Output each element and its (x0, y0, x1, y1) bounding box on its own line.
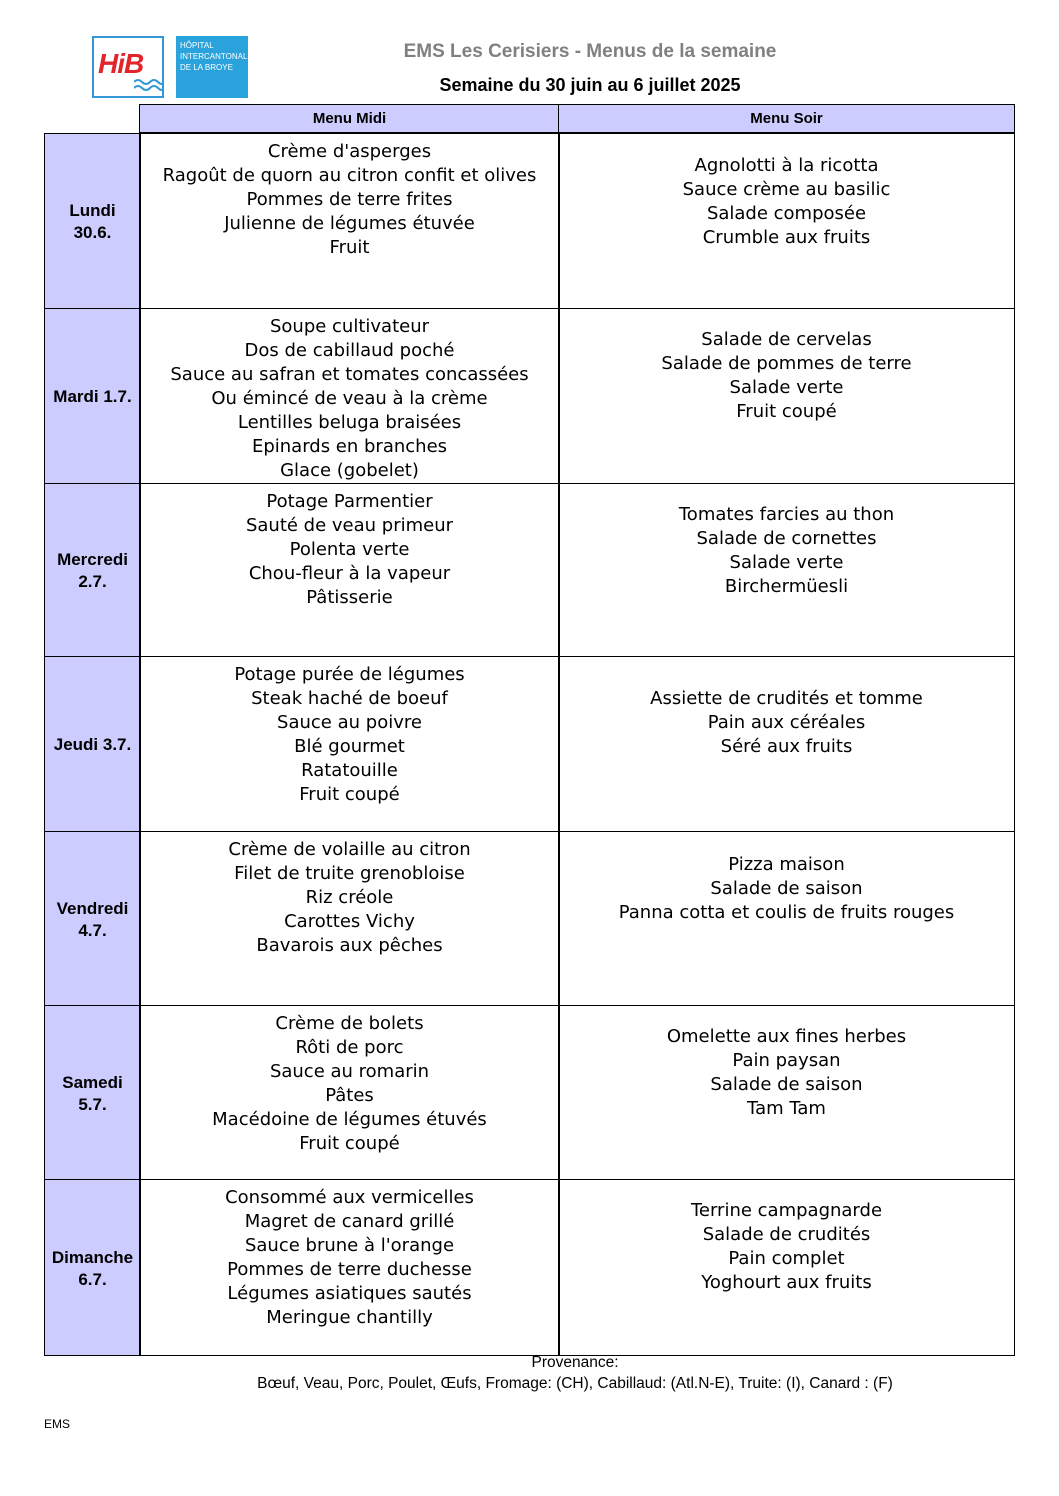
provenance-label: Provenance: (531, 1354, 619, 1371)
menu-row (44, 133, 1015, 309)
midi-cell (139, 1179, 560, 1356)
soir-menu-text: Terrine campagnarde Salade de crudités Pain complet Yoghourt aux fruits (690, 1200, 883, 1293)
soir-menu-text: Pizza maison Salade de saison Panna cotta et coulis de fruits rouges (618, 854, 955, 923)
wave-icon (134, 78, 164, 92)
midi-menu-text: Crème d'asperges Ragoût de quorn au citron confit et olives Pommes de terre frites Julienne de légumes étuvée Fruit (162, 141, 537, 258)
page-title: EMS Les Cerisiers - Menus de la semaine (403, 41, 777, 62)
soir-menu-text: Assiette de crudités et tomme Pain aux céréales Séré aux fruits (650, 688, 923, 757)
midi-menu-text: Consommé aux vermicelles Magret de canard grillé Sauce brune à l'orange Pommes de terre duchesse Légumes asiatiques sautés Meringue chantilly (225, 1187, 474, 1328)
day-label: Vendredi 4.7. (56, 898, 129, 940)
midi-menu-text: Potage purée de légumes Steak haché de boeuf Sauce au poivre Blé gourmet Ratatouille Fruit coupé (234, 664, 465, 805)
day-label: Dimanche 6.7. (51, 1247, 134, 1289)
day-cell (44, 1005, 141, 1180)
midi-menu-text: Soupe cultivateur Dos de cabillaud poché Sauce au safran et tomates concassées Ou émincé de veau à la crème Lentilles beluga braisées Epinards en branches Glace (gobelet) (170, 316, 529, 481)
day-cell (44, 831, 141, 1006)
midi-cell (139, 483, 560, 657)
menu-row (44, 308, 1015, 484)
midi-menu-text: Crème de volaille au citron Filet de truite grenobloise Riz créole Carottes Vichy Bavarois aux pêches (228, 839, 471, 956)
day-cell (44, 308, 141, 484)
logo-panel-line: INTERCANTONAL (180, 52, 248, 61)
day-cell (44, 483, 141, 657)
day-cell (44, 1179, 141, 1356)
soir-cell (558, 831, 1015, 1006)
day-label: Lundi 30.6. (69, 201, 116, 242)
soir-menu-text: Agnolotti à la ricotta Sauce crème au basilic Salade composée Crumble aux fruits (682, 155, 891, 248)
column-header-soir: Menu Soir (558, 104, 1015, 133)
soir-cell (558, 1179, 1015, 1356)
menu-row (44, 483, 1015, 657)
day-label: Jeudi 3.7. (53, 735, 132, 754)
footer-ems: EMS (44, 1417, 71, 1431)
logo-mark (92, 36, 164, 98)
day-label: Samedi 5.7. (62, 1072, 123, 1114)
menu-row (44, 831, 1015, 1006)
logo-panel-line: DE LA BROYE (180, 63, 233, 72)
hospital-logo (92, 36, 248, 100)
menu-row (44, 1179, 1015, 1356)
page-subtitle: Semaine du 30 juin au 6 juillet 2025 (439, 75, 741, 95)
logo-mark-text: HiB (98, 48, 144, 79)
midi-menu-text: Crème de bolets Rôti de porc Sauce au romarin Pâtes Macédoine de légumes étuvés Fruit coupé (212, 1013, 487, 1154)
soir-menu-text: Omelette aux fines herbes Pain paysan Salade de saison Tam Tam (666, 1026, 907, 1119)
logo-panel (176, 36, 248, 98)
midi-menu-text: Potage Parmentier Sauté de veau primeur Polenta verte Chou-fleur à la vapeur Pâtisserie (245, 491, 454, 608)
menu-row (44, 1005, 1015, 1180)
day-label: Mardi 1.7. (53, 387, 132, 406)
column-header-midi: Menu Midi (139, 104, 560, 133)
soir-menu-text: Tomates farcies au thon Salade de cornettes Salade verte Birchermüesli (678, 504, 895, 597)
soir-menu-text: Salade de cervelas Salade de pommes de terre Salade verte Fruit coupé (661, 329, 912, 422)
soir-cell (558, 483, 1015, 657)
soir-cell (558, 1005, 1015, 1180)
menu-row (44, 656, 1015, 832)
midi-cell (139, 308, 560, 484)
soir-cell (558, 133, 1015, 309)
midi-cell (139, 133, 560, 309)
day-cell (44, 656, 141, 832)
midi-cell (139, 1005, 560, 1180)
provenance-text: Bœuf, Veau, Porc, Poulet, Œufs, Fromage: (CH), Cabillaud: (Atl.N-E), Truite: (I), Canard : (F) (257, 1375, 893, 1392)
soir-cell (558, 308, 1015, 484)
soir-cell (558, 656, 1015, 832)
midi-cell (139, 656, 560, 832)
day-cell (44, 133, 141, 309)
day-label: Mercredi 2.7. (57, 550, 128, 591)
logo-panel-line: HÔPITAL (180, 41, 214, 50)
midi-cell (139, 831, 560, 1006)
